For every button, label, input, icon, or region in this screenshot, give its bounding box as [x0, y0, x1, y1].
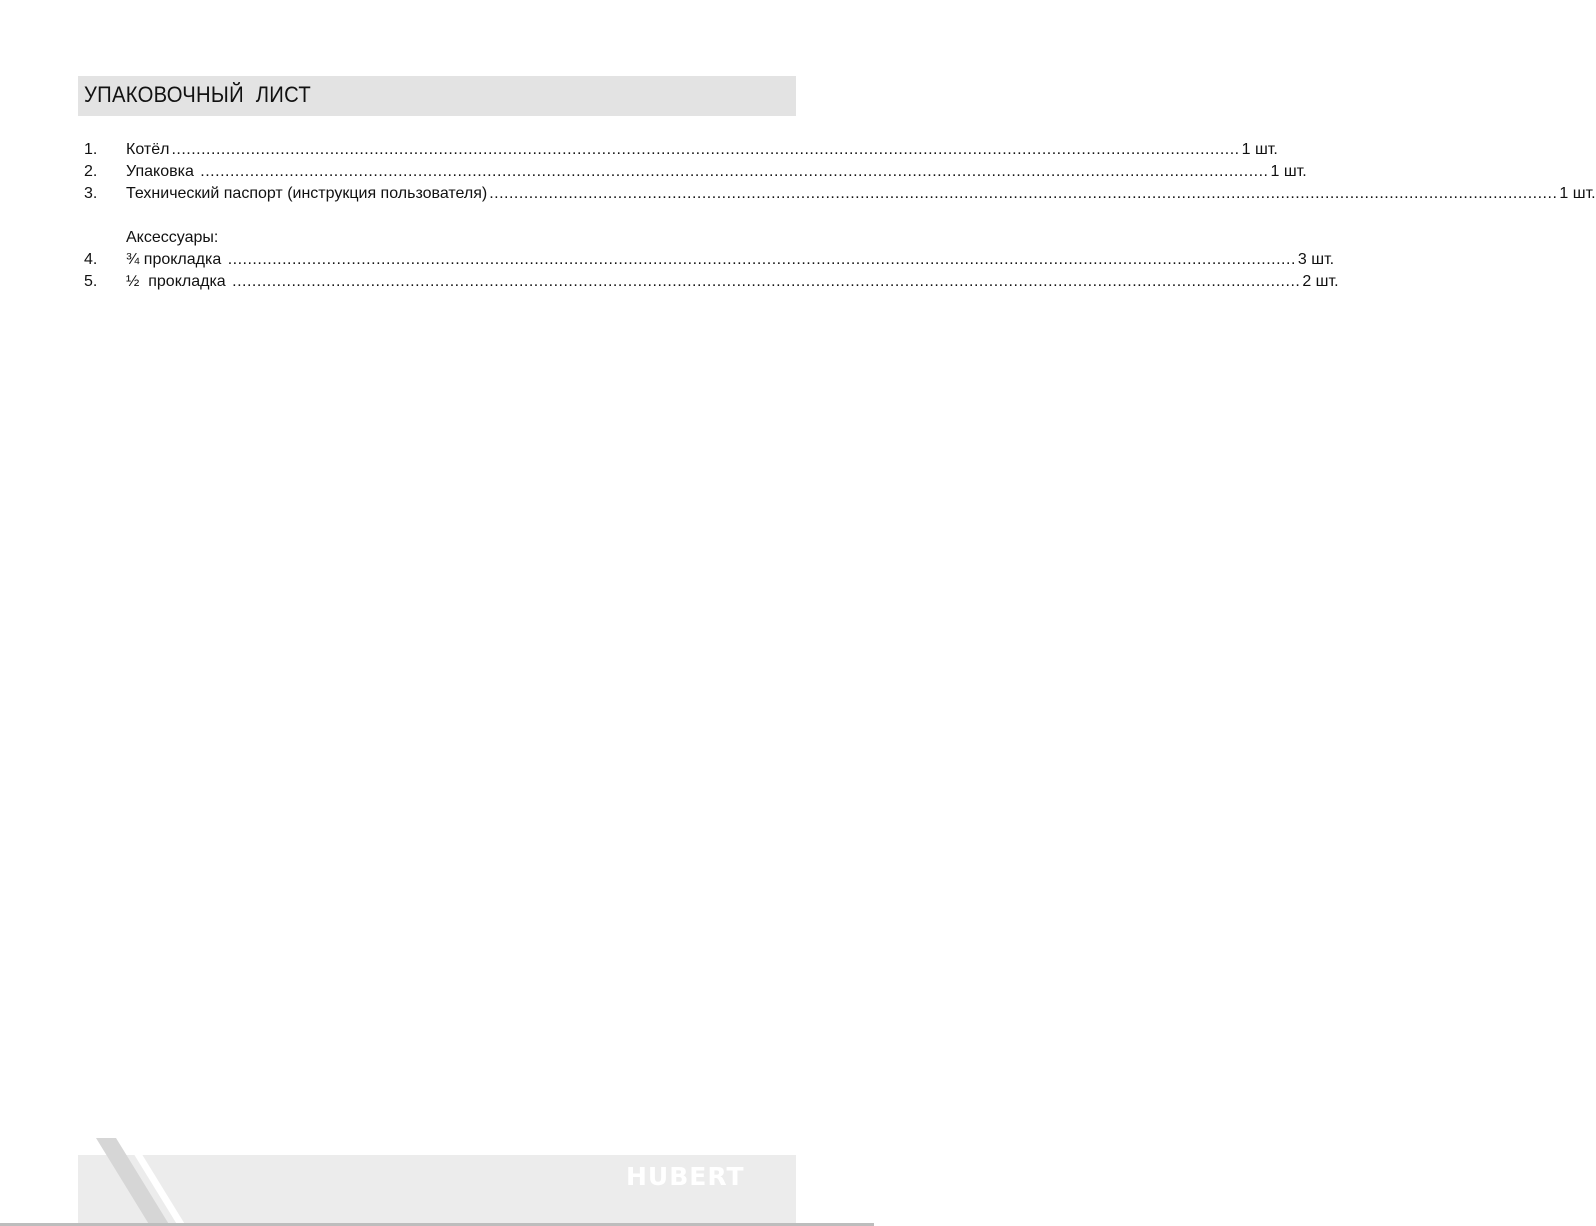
page-title: УПАКОВОЧНЫЙ ЛИСТ	[84, 82, 311, 107]
list-item	[84, 249, 1335, 271]
item-label: Упаковка	[126, 163, 199, 180]
item-quantity: 1 шт.	[1270, 163, 1307, 180]
packing-list	[84, 139, 1596, 293]
item-quantity: 1 шт.	[1559, 185, 1596, 202]
item-label: Технический паспорт (инструкция пользователя)	[126, 185, 488, 202]
list-item	[84, 183, 1596, 205]
spacer	[84, 205, 780, 227]
item-number: 3.	[84, 185, 98, 202]
section-header-bar	[78, 76, 796, 116]
item-quantity: 2 шт.	[1302, 273, 1339, 290]
brand-logo: HUBERT	[626, 1162, 745, 1191]
footer-stripes-decoration	[0, 1130, 260, 1226]
item-quantity: 3 шт.	[1297, 251, 1335, 268]
dot-leader: ........................................................................................................................................................................................................................	[171, 141, 1240, 158]
list-item	[84, 161, 1307, 183]
item-label: Котёл	[126, 141, 170, 158]
list-item	[84, 271, 1339, 293]
item-number: 2.	[84, 163, 98, 180]
dot-leader: ........................................................................................................................................................................................................................	[200, 163, 1269, 180]
item-label: ½ прокладка	[126, 273, 231, 290]
dot-leader: ........................................................................................................................................................................................................................	[232, 273, 1301, 290]
list-item	[84, 139, 1278, 161]
dot-leader: ........................................................................................................................................................................................................................	[227, 251, 1296, 268]
item-number: 4.	[84, 251, 98, 268]
item-number: 1.	[84, 141, 98, 158]
dot-leader: ........................................................................................................................................................................................................................	[489, 185, 1558, 202]
item-quantity: 1 шт.	[1241, 141, 1278, 158]
item-number: 5.	[84, 273, 98, 290]
item-label: ¾ прокладка	[126, 251, 226, 268]
accessories-heading: Аксессуары:	[126, 229, 219, 246]
